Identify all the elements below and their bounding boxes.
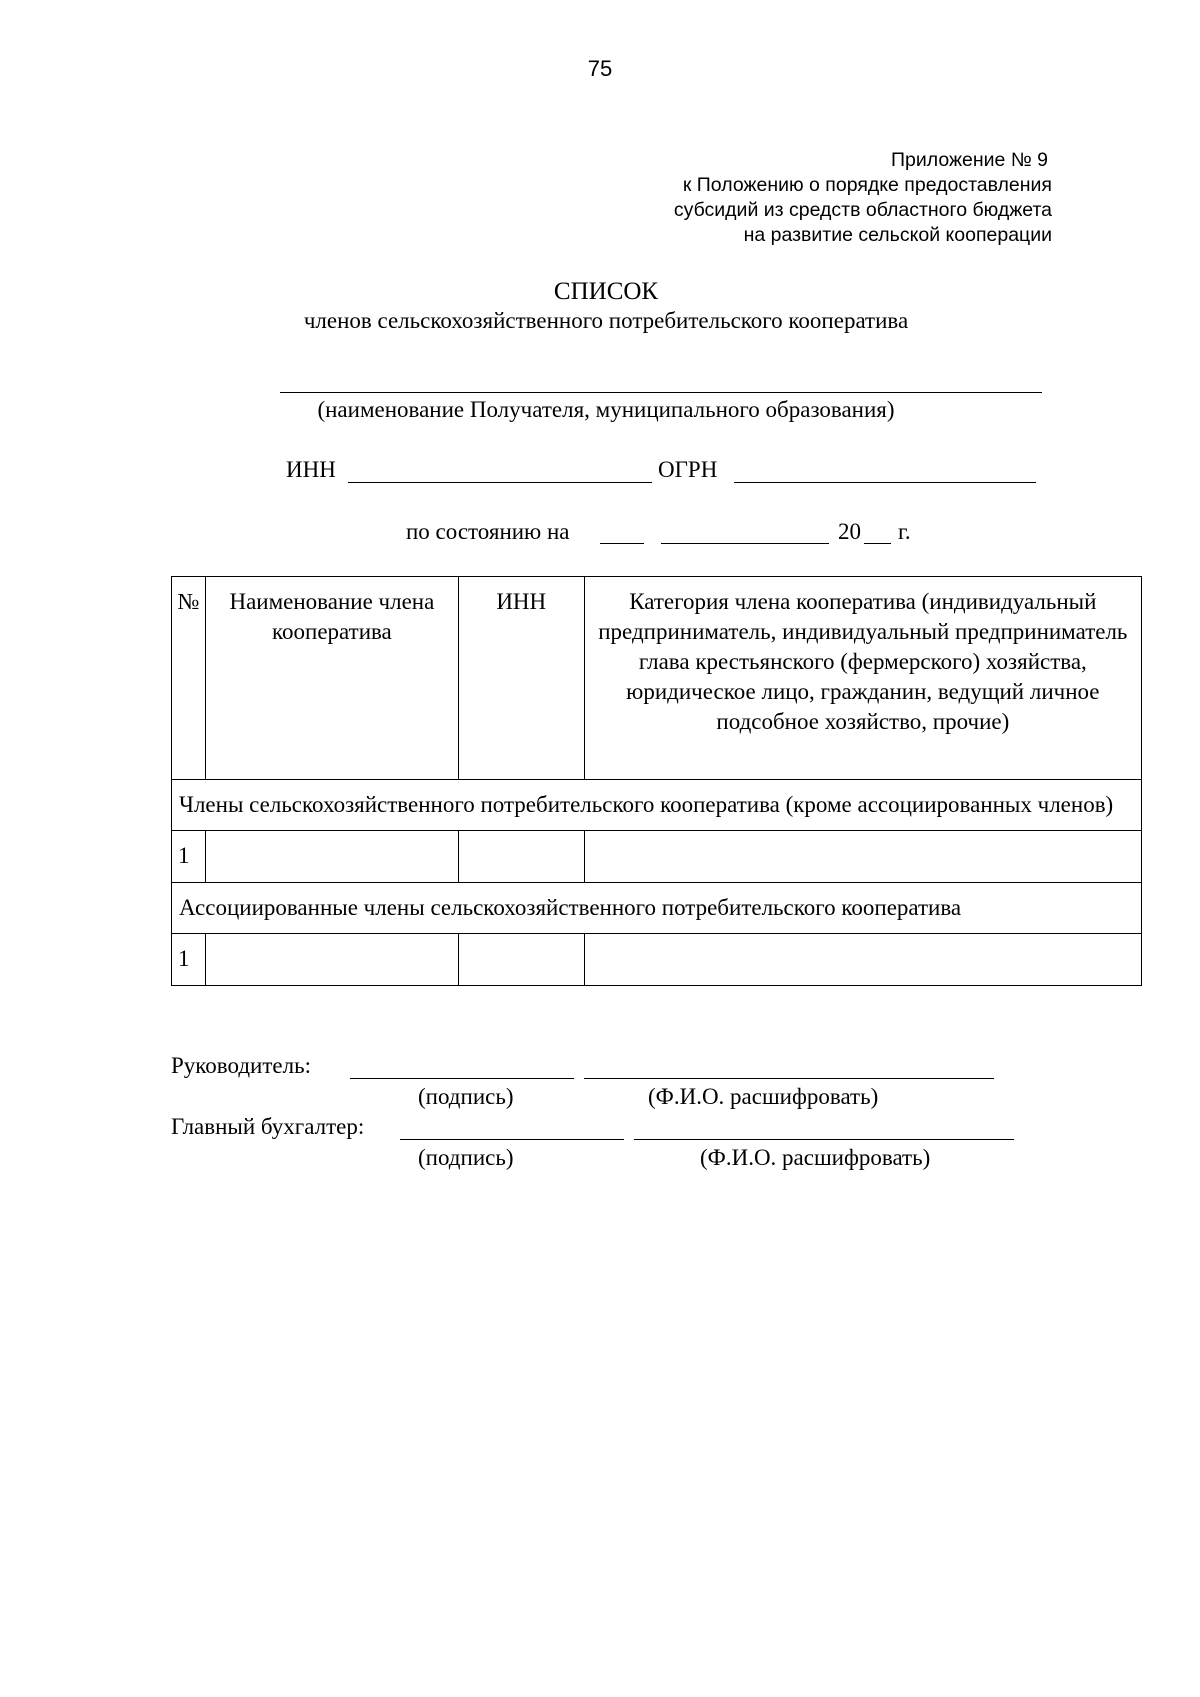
table-row	[172, 934, 1142, 986]
date-prefix: по состоянию на	[406, 519, 570, 544]
date-suffix: г.	[898, 519, 911, 544]
ogrn-label: ОГРН	[658, 457, 718, 482]
row-num: 1	[172, 831, 206, 883]
members-table	[171, 576, 1142, 986]
section-row	[172, 883, 1142, 934]
section-associated-members: Ассоциированные члены сельскохозяйственного потребительского кооператива	[172, 883, 1142, 934]
head-signature-line[interactable]	[350, 1078, 574, 1079]
recipient-caption: (наименование Получателя, муниципального образования)	[317, 397, 895, 422]
document-title: СПИСОК	[553, 278, 659, 305]
document-subtitle: членов сельскохозяйственного потребительского кооператива	[303, 308, 909, 333]
cell-category[interactable]	[584, 934, 1141, 986]
appendix-line-3: субсидий из средств областного бюджета	[673, 199, 1052, 221]
head-name-caption: (Ф.И.О. расшифровать)	[648, 1084, 879, 1109]
date-year-prefix: 20	[838, 519, 861, 544]
head-signature-caption: (подпись)	[418, 1084, 514, 1109]
appendix-header	[532, 148, 1052, 248]
accountant-signature-caption: (подпись)	[418, 1145, 514, 1170]
cell-inn[interactable]	[458, 831, 584, 883]
header-inn: ИНН	[458, 577, 584, 780]
accountant-name-caption: (Ф.И.О. расшифровать)	[700, 1145, 931, 1170]
cell-inn[interactable]	[458, 934, 584, 986]
date-year-line[interactable]	[864, 543, 891, 544]
accountant-signature-line[interactable]	[400, 1139, 624, 1140]
row-num: 1	[172, 934, 206, 986]
cell-name[interactable]	[205, 934, 458, 986]
header-num: №	[172, 577, 206, 780]
appendix-line-1: Приложение № 9	[891, 149, 1048, 171]
section-regular-members: Члены сельскохозяйственного потребительского кооператива (кроме ассоциированных членов)	[172, 780, 1142, 831]
cell-name[interactable]	[205, 831, 458, 883]
inn-label: ИНН	[286, 457, 336, 482]
recipient-name-line[interactable]	[280, 392, 1042, 393]
table-row	[172, 831, 1142, 883]
accountant-label: Главный бухгалтер:	[171, 1114, 365, 1139]
head-name-line[interactable]	[584, 1078, 994, 1079]
cell-category[interactable]	[584, 831, 1141, 883]
accountant-name-line[interactable]	[634, 1139, 1014, 1140]
date-day-line[interactable]	[600, 543, 644, 544]
date-month-line[interactable]	[661, 543, 829, 544]
ogrn-field-line[interactable]	[734, 482, 1036, 483]
header-name: Наименование члена кооператива	[205, 577, 458, 780]
page-number: 75	[587, 56, 613, 81]
section-row	[172, 780, 1142, 831]
appendix-line-2: к Положению о порядке предоставления	[682, 174, 1052, 196]
head-label: Руководитель:	[171, 1053, 311, 1078]
header-category: Категория члена кооператива (индивидуальный предприниматель, индивидуальный предприниматель глава крестьянского (фермерского) хозяйства, юридическое лицо, гражданин, ведущий личное подсобное хозяйство, прочие)	[584, 577, 1141, 780]
inn-field-line[interactable]	[348, 482, 652, 483]
appendix-line-4: на развитие сельской кооперации	[743, 224, 1052, 246]
table-header-row	[172, 577, 1142, 780]
